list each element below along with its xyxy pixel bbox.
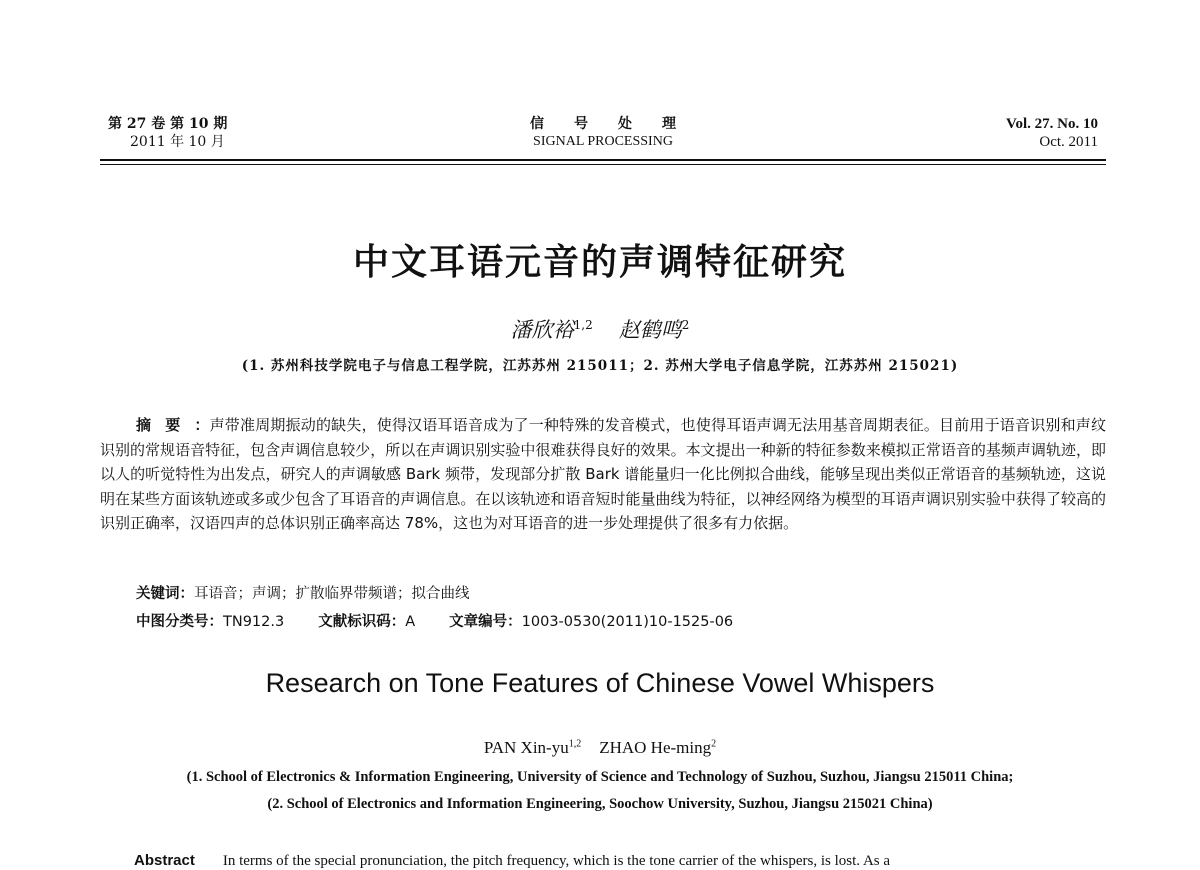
- article-no-label: 文章编号：: [449, 614, 522, 630]
- abstract-label: 摘要：: [136, 416, 210, 434]
- abstract-cn: [100, 413, 1106, 536]
- affiliation-en-2: (2. School of Electronics and Information Engineering, Soochow University, Suzhou, Jiangsu 215021 China): [267, 796, 933, 812]
- header-rule-thick: [100, 159, 1106, 161]
- clc-value: TN912.3: [223, 614, 285, 630]
- journal-name-cn: 信号处理: [530, 116, 706, 132]
- journal-header: [108, 115, 1098, 155]
- author-affil-sup: 1,2: [568, 738, 582, 750]
- classification-line: [136, 610, 733, 631]
- abstract-en-text: In terms of the special pronunciation, the pitch frequency, which is the tone carrier of the whispers, is lost. As a: [222, 853, 891, 869]
- keywords-label: 关键词：: [136, 586, 194, 602]
- journal-name: [108, 115, 1098, 151]
- issue-date: 2011 年 10 月: [130, 134, 225, 150]
- abstract-text: 声带准周期振动的缺失，使得汉语耳语音成为了一种特殊的发音模式，也使得耳语声调无法用基音周期表征。目前用于语音识别和声纹识别的常规语音特征，包含声调信息较少，所以在声调识别实验中很难获得良好的效果。本文提出一种新的特征参数来模拟正常语音的基频声调轨迹，即以人的听觉特性为出发点，研究人的声调敏感 Bark 频带，发现部分扩散 Bark 谱能量归一化比例拟合曲线，能够呈现出类似正常语音的基频轨迹，这说明在某些方面该轨迹或多或少包含了耳语音的声调信息。在以该轨迹和语音短时能量曲线为特征，以神经网络为模型的耳语声调识别实验中获得了较高的识别正确率，汉语四声的总体识别正确率高达 78%，这也为对耳语音的进一步处理提供了很多有力依据。: [100, 416, 1106, 533]
- paper-title-cn: 中文耳语元音的声调特征研究: [352, 242, 847, 283]
- affiliation-cn: (1. 苏州科技学院电子与信息工程学院，江苏苏州 215011；2. 苏州大学电子信息学院，江苏苏州 215021): [241, 358, 959, 374]
- doc-code-label: 文献标识码：: [318, 614, 406, 630]
- article-no-value: 1003-0530(2011)10-1525-06: [521, 614, 734, 630]
- author-name: 赵鹤鸣: [618, 318, 682, 342]
- author-affil-sup: 1,2: [573, 318, 593, 332]
- author-name: 潘欣裕: [510, 318, 574, 342]
- keywords-text: 耳语音；声调；扩散临界带频谱；拟合曲线: [194, 586, 470, 602]
- author-name-en: ZHAO He-ming: [599, 738, 712, 757]
- author-affil-sup: 2: [711, 738, 717, 750]
- doc-code-value: A: [405, 614, 416, 630]
- journal-name-en: SIGNAL PROCESSING: [533, 134, 673, 149]
- abstract-en: [134, 852, 1114, 870]
- authors-cn: [0, 314, 1200, 344]
- author-name-en: PAN Xin-yu: [483, 738, 569, 757]
- clc-label: 中图分类号：: [136, 614, 223, 630]
- header-rule-thin: [100, 164, 1106, 165]
- paper-title-en: Research on Tone Features of Chinese Vowel Whispers: [265, 668, 935, 698]
- author-affil-sup: 2: [681, 318, 690, 332]
- issue-date-en: Oct. 2011: [1039, 134, 1098, 150]
- volume-issue-line: 第 27 卷 第 10 期: [108, 116, 228, 132]
- volume-issue-en: [1006, 115, 1098, 151]
- abstract-en-label: Abstract: [134, 852, 195, 869]
- affiliation-en-1: (1. School of Electronics & Information Engineering, University of Science and Technology of Suzhou, Suzhou, Jiangsu 215011 China;: [186, 769, 1014, 785]
- authors-en: [0, 738, 1200, 758]
- vol-no: Vol. 27. No. 10: [1006, 116, 1098, 132]
- keywords: [136, 582, 470, 603]
